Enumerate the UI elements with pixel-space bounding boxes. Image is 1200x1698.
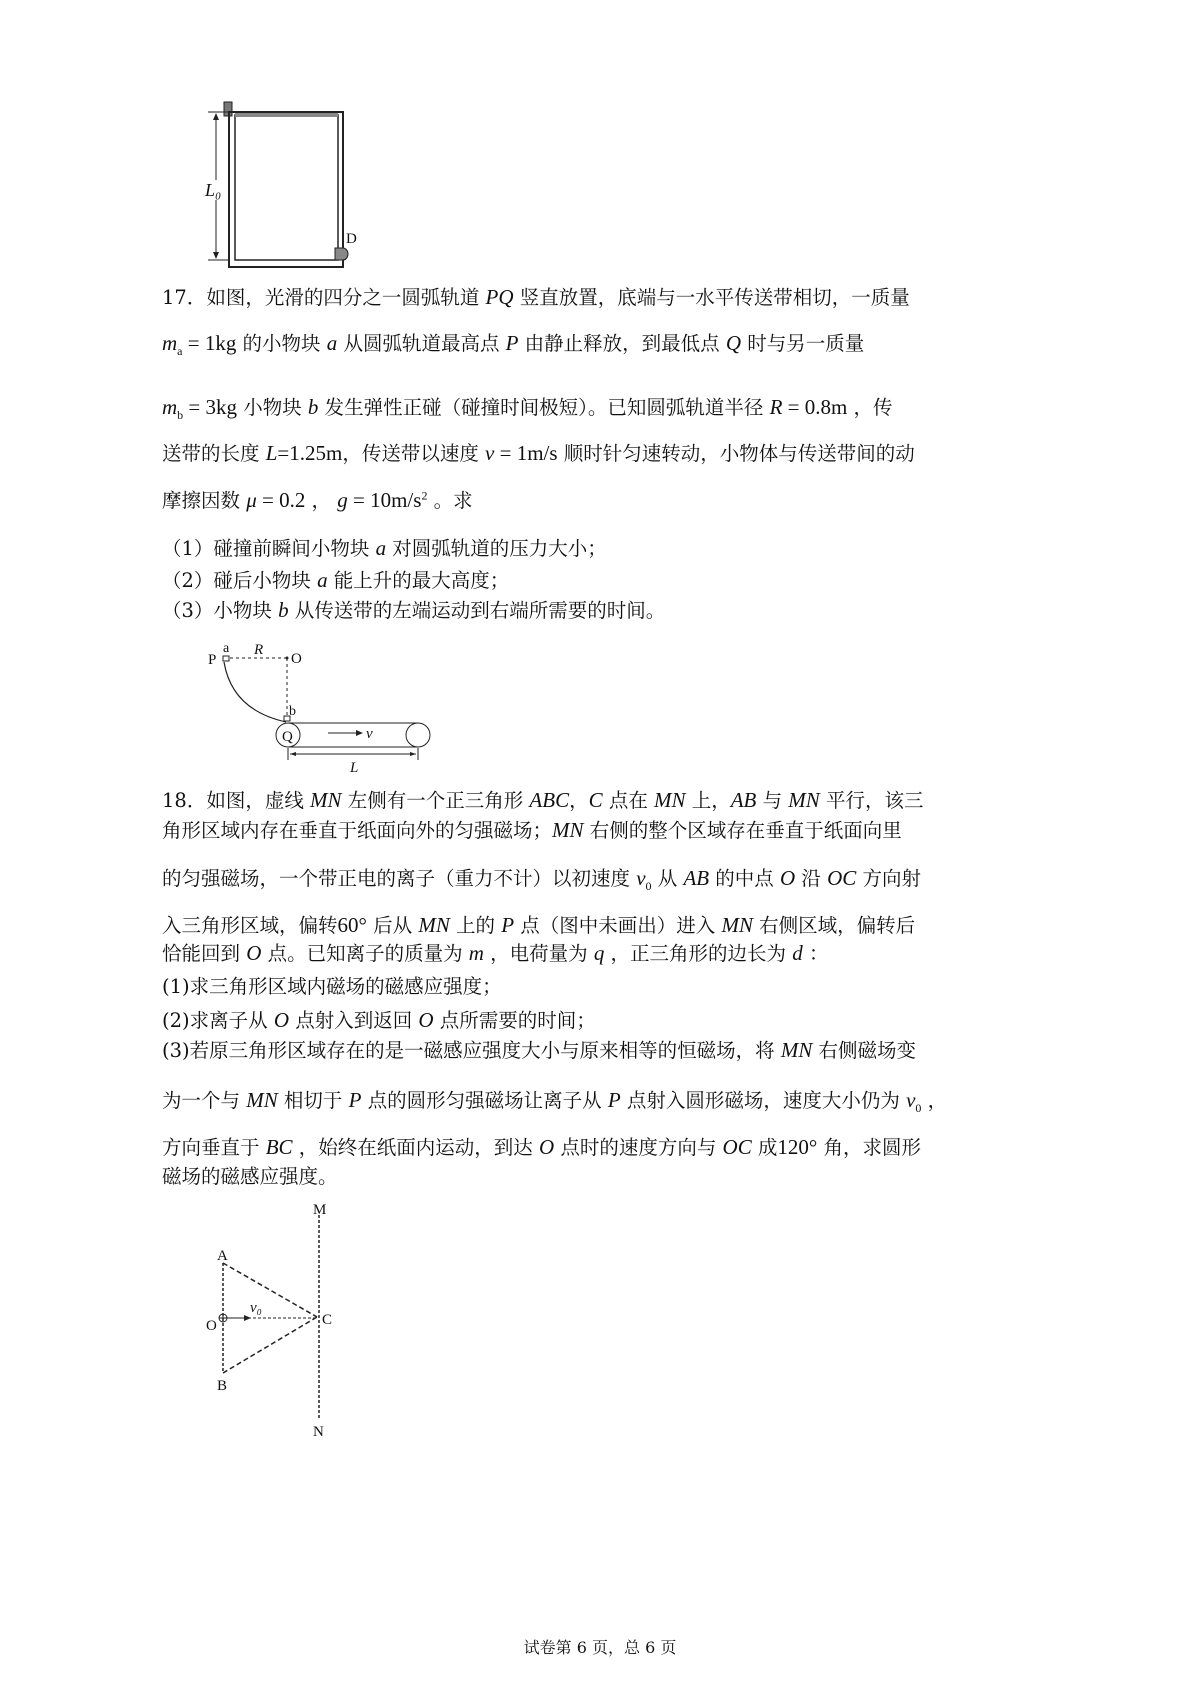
math-segment: = 0.8m xyxy=(782,395,848,419)
math-segment: O xyxy=(538,1135,555,1159)
math-segment: L xyxy=(265,441,278,465)
math-segment: AB xyxy=(683,866,710,890)
text-segment: ，电荷量为 xyxy=(483,942,594,965)
text-segment: 上， xyxy=(685,789,731,812)
math-segment: MN xyxy=(310,788,342,812)
math-segment: MN xyxy=(246,1088,278,1112)
q18-text-line xyxy=(162,1007,596,1034)
math-segment: O xyxy=(780,866,796,890)
text-segment: 点射入到返回 xyxy=(289,1009,419,1032)
math-segment: P xyxy=(348,1088,362,1112)
math-segment: a xyxy=(375,536,387,560)
label-v: v xyxy=(366,726,373,742)
q17-text-line xyxy=(162,394,893,421)
text-segment: 点射入圆形磁场，速度大小仍为 xyxy=(620,1089,907,1112)
math-segment: v xyxy=(636,866,646,890)
text-segment: 送带的长度 xyxy=(162,442,266,465)
label-A: A xyxy=(217,1248,228,1264)
text-segment: 能上升的最大高度； xyxy=(327,569,510,592)
math-segment: ABC xyxy=(529,788,570,812)
math-segment: OC xyxy=(722,1135,752,1159)
math-segment: a xyxy=(177,343,183,358)
text-segment: 点。已知离子的质量为 xyxy=(261,942,469,965)
math-segment: m xyxy=(162,395,178,419)
q17-text-line xyxy=(162,487,473,514)
text-segment: 点的圆形匀强磁场让离子从 xyxy=(361,1089,608,1112)
text-segment: 顺时针匀速转动，小物体与传送带间的动 xyxy=(557,442,915,465)
text-segment: 右侧磁场变 xyxy=(812,1039,917,1062)
text-segment: 点所需要的时间； xyxy=(433,1009,596,1032)
text-segment: 方向垂直于 xyxy=(162,1136,266,1159)
label-R: R xyxy=(254,642,264,658)
math-segment: MN xyxy=(654,788,686,812)
math-segment: 0 xyxy=(645,878,652,893)
q18-text-line xyxy=(162,912,915,939)
text-segment: 为一个与 xyxy=(162,1089,247,1112)
text-segment: 竖直放置，底端与一水平传送带相切，一质量 xyxy=(513,286,910,309)
text-segment: 恰能回到 xyxy=(162,942,247,965)
text-segment: ，传 xyxy=(847,396,893,419)
math-segment: P xyxy=(607,1088,621,1112)
math-segment: q xyxy=(593,941,605,965)
math-segment: MN xyxy=(552,818,584,842)
q17-text-line xyxy=(162,535,607,562)
text-segment: （1）碰撞前瞬间小物块 xyxy=(162,537,376,560)
text-segment: 上的 xyxy=(449,914,502,937)
q18-text-line xyxy=(162,1037,916,1064)
q17-text-line xyxy=(162,284,910,311)
math-segment: MN xyxy=(788,788,820,812)
math-segment: Q xyxy=(725,331,742,355)
math-segment: d xyxy=(792,941,803,965)
math-segment: = 10m/s xyxy=(347,488,422,512)
q18-text-line xyxy=(162,974,502,1000)
text-segment: 的小物块 xyxy=(236,332,327,355)
label-L: L xyxy=(350,760,359,776)
text-segment: 沿 xyxy=(795,867,828,890)
q18-text-line xyxy=(162,817,902,844)
label-N: N xyxy=(313,1424,324,1440)
triangle-field-figure xyxy=(180,1200,360,1460)
text-segment: 时与另一质量 xyxy=(741,332,865,355)
text-segment: 角形区域内存在垂直于纸面向外的匀强磁场； xyxy=(162,819,553,842)
math-segment: =1.25m xyxy=(277,441,343,465)
math-segment: v xyxy=(906,1088,916,1112)
math-segment: 0 xyxy=(915,1100,922,1115)
math-segment: a xyxy=(317,568,328,592)
math-segment: P xyxy=(501,913,515,937)
text-segment: 发生弹性正碰（碰撞时间极短）。已知圆弧轨道半径 xyxy=(318,396,770,419)
math-segment: = 1kg xyxy=(182,331,237,355)
math-segment: g xyxy=(337,488,348,512)
text-segment: 角，求圆形 xyxy=(817,1136,922,1159)
q17-text-line xyxy=(162,330,864,357)
text-segment: （3）小物块 xyxy=(162,599,279,622)
label-M: M xyxy=(313,1202,327,1218)
text-segment: ，始终在纸面内运动，到达 xyxy=(292,1136,539,1159)
text-segment: ，正三角形的边长为 xyxy=(604,942,793,965)
math-segment: O xyxy=(246,941,262,965)
text-segment: 方向射 xyxy=(856,867,921,890)
label-O: O xyxy=(206,1318,217,1334)
math-segment: μ xyxy=(246,488,257,512)
q18-text-line xyxy=(162,1164,338,1190)
label-P: P xyxy=(208,652,217,668)
text-segment: ， xyxy=(305,489,338,512)
text-segment: 小物块 xyxy=(237,396,308,419)
text-segment: ： xyxy=(802,942,829,965)
math-segment: AB xyxy=(730,788,757,812)
text-segment: 点（图中未画出）进入 xyxy=(514,914,722,937)
math-segment: = 1m/s xyxy=(494,441,558,465)
label-B: B xyxy=(217,1378,228,1394)
label-L0: L₀ xyxy=(205,180,222,200)
text-segment: 左侧有一个正三角形 xyxy=(341,789,530,812)
math-segment: BC xyxy=(265,1135,293,1159)
text-segment: 右侧区域，偏转后 xyxy=(752,914,916,937)
text-segment: 对圆弧轨道的压力大小； xyxy=(386,537,607,560)
text-segment: 入三角形区域，偏转 xyxy=(162,914,338,937)
text-segment: ，传送带以速度 xyxy=(342,442,486,465)
q18-text-line xyxy=(162,865,921,892)
text-segment: （2）碰后小物块 xyxy=(162,569,318,592)
label-O: O xyxy=(291,651,302,667)
arc-track-conveyor-figure xyxy=(180,630,450,780)
label-D: D xyxy=(346,231,357,247)
math-segment: 120° xyxy=(777,1135,818,1159)
math-segment: 2 xyxy=(421,488,428,503)
page-footer: 试卷第 6 页，总 6 页 xyxy=(523,1638,677,1657)
text-segment: 磁场的磁感应强度。 xyxy=(162,1165,338,1188)
label-v0: v₀ xyxy=(250,1300,262,1316)
math-segment: C xyxy=(588,788,603,812)
label-Q: Q xyxy=(282,729,293,745)
math-segment: m xyxy=(468,941,484,965)
math-segment: a xyxy=(326,331,338,355)
text-segment: 18．如图，虚线 xyxy=(162,789,311,812)
math-segment: = 0.2 xyxy=(256,488,306,512)
text-segment: (2)求离子从 xyxy=(162,1009,274,1032)
text-segment: 相切于 xyxy=(277,1089,349,1112)
q18-text-line xyxy=(162,1087,947,1114)
container-figure xyxy=(180,90,360,270)
q18-text-line xyxy=(162,1134,921,1161)
text-segment: 点在 xyxy=(602,789,655,812)
math-segment: OC xyxy=(827,866,857,890)
math-segment: b xyxy=(278,598,289,622)
math-segment: b xyxy=(177,407,184,422)
text-segment: (1)求三角形区域内磁场的磁感应强度； xyxy=(162,975,502,998)
q18-text-line xyxy=(162,787,924,814)
math-segment: PQ xyxy=(485,285,514,309)
text-segment: 17．如图，光滑的四分之一圆弧轨道 xyxy=(162,286,486,309)
q18-text-line xyxy=(162,940,828,967)
math-segment: R xyxy=(769,395,783,419)
text-segment: 的匀强磁场，一个带正电的离子（重力不计）以初速度 xyxy=(162,867,637,890)
label-C: C xyxy=(322,1312,333,1328)
math-segment: b xyxy=(307,395,319,419)
label-b: b xyxy=(289,704,296,719)
text-segment: 点时的速度方向与 xyxy=(554,1136,723,1159)
text-segment: 平行，该三 xyxy=(819,789,924,812)
text-segment: 与 xyxy=(756,789,789,812)
math-segment: MN xyxy=(780,1038,813,1062)
text-segment: 后从 xyxy=(366,914,419,937)
text-segment: 成 xyxy=(751,1136,778,1159)
text-segment: (3)若原三角形区域存在的是一磁感应强度大小与原来相等的恒磁场，将 xyxy=(162,1039,781,1062)
math-segment: P xyxy=(505,331,519,355)
text-segment: 摩擦因数 xyxy=(162,489,247,512)
text-segment: 的中点 xyxy=(709,867,780,890)
text-segment: 从圆弧轨道最高点 xyxy=(337,332,506,355)
text-segment: 右侧的整个区域存在垂直于纸面向里 xyxy=(583,819,902,842)
math-segment: v xyxy=(485,441,495,465)
math-segment: O xyxy=(418,1008,434,1032)
text-segment: 。求 xyxy=(427,489,473,512)
text-segment: ， xyxy=(921,1089,948,1112)
text-segment: ， xyxy=(569,789,589,812)
math-segment: MN xyxy=(721,913,753,937)
math-segment: = 3kg xyxy=(183,395,238,419)
q17-text-line xyxy=(162,597,665,624)
math-segment: 60° xyxy=(337,913,367,937)
q17-text-line xyxy=(162,440,915,467)
math-segment: MN xyxy=(418,913,450,937)
math-segment: m xyxy=(162,331,178,355)
text-segment: 从 xyxy=(651,867,684,890)
text-segment: 从传送带的左端运动到右端所需要的时间。 xyxy=(288,599,666,622)
q17-text-line xyxy=(162,567,509,594)
math-segment: O xyxy=(273,1008,289,1032)
text-segment: 由静止释放，到最低点 xyxy=(518,332,726,355)
label-a: a xyxy=(223,641,230,656)
